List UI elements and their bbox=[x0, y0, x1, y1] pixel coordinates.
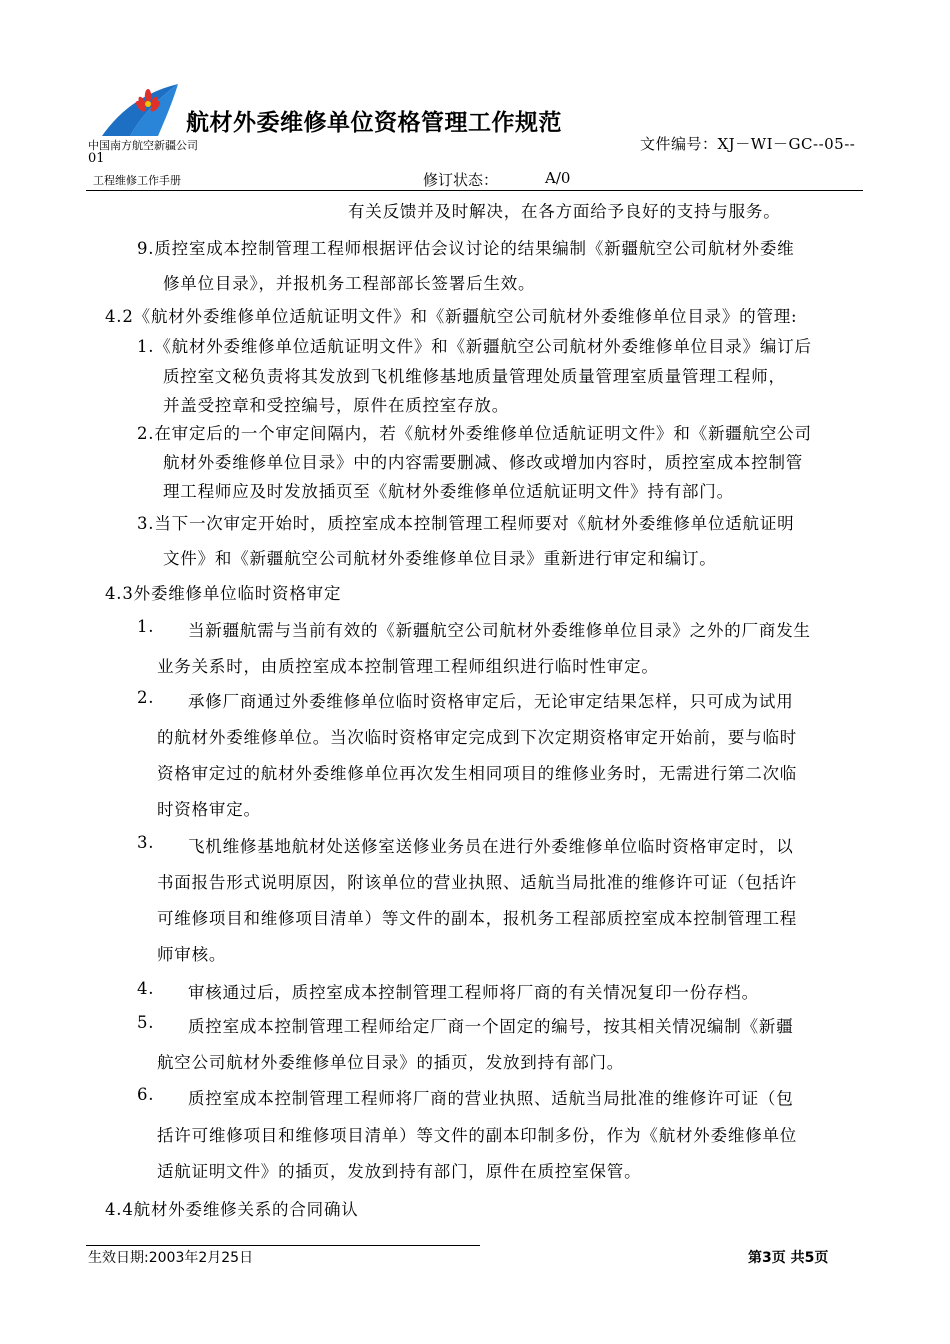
body-line: 括许可维修项目和维修项目清单）等文件的副本印制多份，作为《航材外委维修单位 bbox=[157, 1126, 798, 1145]
body-line: 质控室文秘负责将其发放到飞机维修基地质量管理处质量管理室质量管理工程师， bbox=[163, 367, 786, 386]
body-line: 师审核。 bbox=[157, 945, 227, 964]
document-number-wrap: 01 bbox=[88, 151, 105, 166]
body-line: 航空公司航材外委维修单位目录》的插页，发放到持有部门。 bbox=[157, 1053, 625, 1072]
list-number: 5. bbox=[137, 1013, 155, 1032]
airline-logo bbox=[100, 82, 180, 136]
body-line: 质控室成本控制管理工程师将厂商的营业执照、适航当局批准的维修许可证（包 bbox=[188, 1089, 794, 1108]
body-line: 1.《航材外委维修单位适航证明文件》和《新疆航空公司航材外委维修单位目录》编订后 bbox=[137, 337, 812, 356]
section-heading: 4.2《航材外委维修单位适航证明文件》和《新疆航空公司航材外委维修单位目录》的管理: bbox=[105, 307, 798, 326]
body-line: 时资格审定。 bbox=[157, 800, 261, 819]
document-number: 文件编号：XJ－WI－GC--05-- bbox=[640, 135, 856, 153]
body-line: 理工程师应及时发放插页至《航材外委维修单位适航证明文件》持有部门。 bbox=[163, 482, 734, 501]
body-line: 航材外委维修单位目录》中的内容需要删减、修改或增加内容时，质控室成本控制管 bbox=[163, 453, 804, 472]
body-line: 承修厂商通过外委维修单位临时资格审定后，无论审定结果怎样，只可成为试用 bbox=[188, 692, 794, 711]
section-heading: 4.3外委维修单位临时资格审定 bbox=[105, 584, 342, 603]
list-number: 1. bbox=[137, 617, 155, 636]
list-number: 2. bbox=[137, 688, 155, 707]
body-line: 质控室成本控制管理工程师给定厂商一个固定的编号，按其相关情况编制《新疆 bbox=[188, 1017, 794, 1036]
revision-label: 修订状态： bbox=[423, 171, 499, 189]
body-line: 并盖受控章和受控编号，原件在质控室存放。 bbox=[163, 396, 509, 415]
body-line: 9.质控室成本控制管理工程师根据评估会议讨论的结果编制《新疆航空公司航材外委维 bbox=[137, 239, 795, 258]
section-heading: 4.4航材外委维修关系的合同确认 bbox=[105, 1200, 359, 1219]
header-divider bbox=[86, 190, 863, 191]
body-line: 资格审定过的航材外委维修单位再次发生相同项目的维修业务时，无需进行第二次临 bbox=[157, 764, 798, 783]
list-number: 6. bbox=[137, 1085, 155, 1104]
body-line: 审核通过后，质控室成本控制管理工程师将厂商的有关情况复印一份存档。 bbox=[188, 983, 759, 1002]
revision-value: A/0 bbox=[545, 169, 571, 187]
list-number: 4. bbox=[137, 979, 155, 998]
body-line: 修单位目录》，并报机务工程部部长签署后生效。 bbox=[163, 274, 536, 293]
footer-divider bbox=[86, 1245, 480, 1246]
body-line: 有关反馈并及时解决，在各方面给予良好的支持与服务。 bbox=[348, 202, 781, 221]
body-line: 当新疆航需与当前有效的《新疆航空公司航材外委维修单位目录》之外的厂商发生 bbox=[188, 621, 811, 640]
body-line: 文件》和《新疆航空公司航材外委维修单位目录》重新进行审定和编订。 bbox=[163, 549, 717, 568]
list-number: 3. bbox=[137, 833, 155, 852]
body-line: 2.在审定后的一个审定间隔内，若《航材外委维修单位适航证明文件》和《新疆航空公司 bbox=[137, 424, 812, 443]
effective-date: 生效日期:2003年2月25日 bbox=[88, 1250, 254, 1266]
body-line: 飞机维修基地航材处送修室送修业务员在进行外委维修单位临时资格审定时，以 bbox=[188, 837, 794, 856]
body-line: 适航证明文件》的插页，发放到持有部门，原件在质控室保管。 bbox=[157, 1162, 642, 1181]
document-title: 航材外委维修单位资格管理工作规范 bbox=[186, 110, 562, 136]
manual-name: 工程维修工作手册 bbox=[93, 174, 181, 187]
body-line: 3.当下一次审定开始时，质控室成本控制管理工程师要对《航材外委维修单位适航证明 bbox=[137, 514, 795, 533]
body-line: 可维修项目和维修项目清单）等文件的副本，报机务工程部质控室成本控制管理工程 bbox=[157, 909, 798, 928]
company-name: 中国南方航空新疆公司 bbox=[88, 139, 198, 152]
body-line: 业务关系时，由质控室成本控制管理工程师组织进行临时性审定。 bbox=[157, 657, 659, 676]
page-indicator: 第3页 共5页 bbox=[748, 1250, 829, 1266]
body-line: 的航材外委维修单位。当次临时资格审定完成到下次定期资格审定开始前，要与临时 bbox=[157, 728, 798, 747]
body-line: 书面报告形式说明原因，附该单位的营业执照、适航当局批准的维修许可证（包括许 bbox=[157, 873, 798, 892]
